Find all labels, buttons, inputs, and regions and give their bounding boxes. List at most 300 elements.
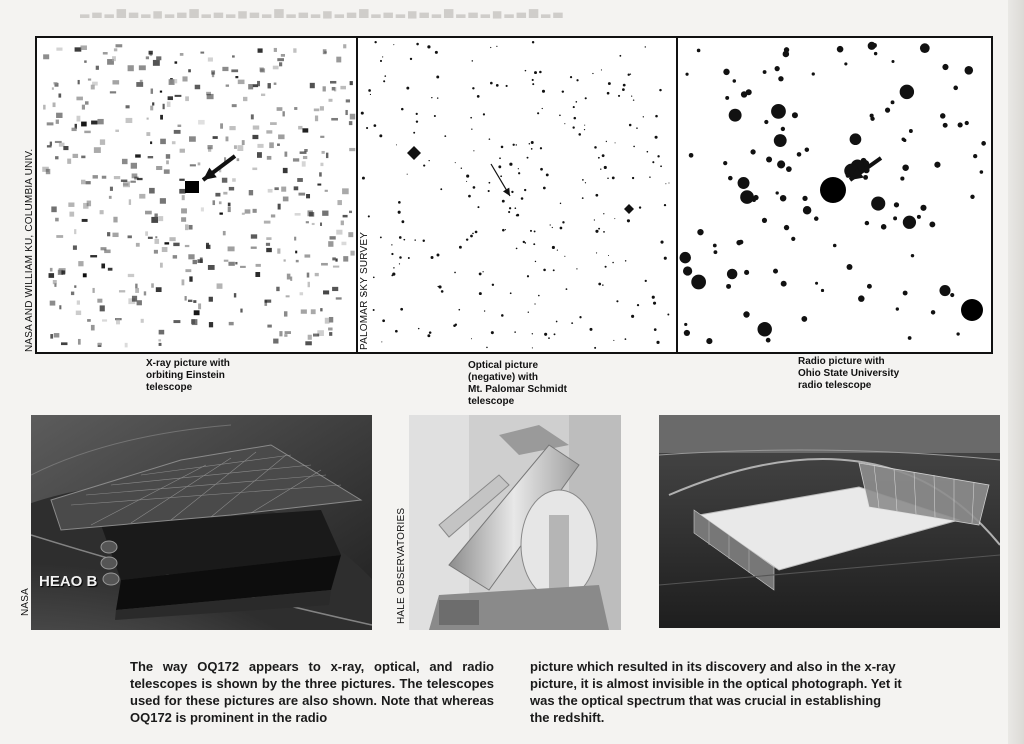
xray-source (197, 259, 202, 263)
xray-source (101, 263, 105, 268)
radio-source (920, 43, 930, 53)
xray-source (314, 109, 319, 112)
xray-source (86, 181, 91, 184)
caption-xray (146, 358, 230, 394)
xray-source (173, 255, 177, 258)
optical-star (515, 207, 517, 209)
optical-star (511, 191, 513, 193)
xray-source (266, 243, 270, 246)
xray-source (341, 221, 344, 226)
optical-star (647, 151, 649, 153)
radio-source (981, 141, 986, 146)
xray-source (330, 236, 336, 239)
optical-star (631, 315, 634, 318)
optical-star (562, 90, 564, 92)
xray-source (53, 82, 57, 84)
optical-star (416, 43, 419, 46)
optical-star (540, 168, 543, 171)
xray-source (281, 187, 286, 192)
optical-star (618, 95, 620, 97)
optical-star (550, 224, 551, 225)
radio-source (900, 177, 904, 181)
optical-star (509, 163, 512, 166)
optical-star (379, 134, 382, 137)
optical-star (645, 280, 647, 282)
optical-star (429, 331, 432, 334)
optical-star (612, 176, 615, 179)
optical-star (598, 157, 600, 159)
xray-source (249, 190, 253, 195)
xray-source (284, 334, 287, 337)
radio-source (956, 332, 959, 335)
xray-source (114, 48, 117, 51)
optical-star (505, 229, 506, 230)
radio-source (684, 330, 690, 336)
optical-star (548, 337, 550, 339)
xray-source (107, 232, 110, 236)
xray-source (342, 188, 349, 194)
xray-source (182, 279, 185, 285)
xray-source (295, 213, 301, 216)
xray-source (317, 184, 321, 186)
xray-source (281, 54, 285, 57)
xray-source (309, 212, 314, 217)
xray-source (220, 123, 223, 128)
radio-source (728, 176, 733, 181)
xray-source (267, 156, 272, 160)
caption-optical (468, 360, 567, 408)
radio-source (726, 284, 731, 289)
body-text-right: picture which resulted in its discovery and also in the x-ray picture, it is almost invisible in the optical photograph. Yet it was the optical spectrum that was crucial in establishing the redshift. (530, 659, 902, 725)
xray-source (257, 152, 262, 158)
xray-source (284, 311, 287, 316)
optical-star (427, 45, 430, 48)
xray-source (278, 134, 284, 139)
xray-source (294, 186, 299, 190)
optical-star (455, 162, 456, 163)
xray-source (168, 96, 173, 100)
optical-star (625, 338, 627, 340)
xray-source (47, 122, 54, 125)
xray-source (137, 300, 142, 305)
optical-star (532, 347, 533, 348)
optical-star (514, 331, 516, 333)
xray-source (160, 139, 166, 144)
optical-star (459, 246, 462, 249)
radio-source (733, 79, 736, 82)
optical-star (544, 333, 547, 336)
xray-source (238, 80, 245, 84)
xray-source (251, 114, 254, 119)
xray-source (323, 86, 326, 91)
xray-source (139, 65, 146, 70)
xray-source (154, 213, 157, 219)
radio-source (903, 291, 908, 296)
optical-star (539, 71, 542, 74)
xray-source (293, 48, 296, 52)
xray-source (189, 276, 192, 281)
optical-star (625, 260, 626, 261)
optical-star (534, 230, 536, 232)
page-edge (1008, 0, 1024, 744)
xray-source (119, 290, 125, 292)
xray-source (323, 290, 329, 294)
optical-star (527, 275, 529, 277)
xray-source (208, 265, 215, 270)
optical-star (654, 328, 657, 331)
radio-source (973, 154, 977, 158)
xray-source (151, 283, 154, 287)
xray-source (285, 331, 291, 334)
optical-star (582, 197, 584, 199)
caption-optical-text: Optical picture (negative) with Mt. Palomar Schmidt telescope (468, 360, 567, 407)
xray-source (343, 215, 348, 218)
xray-source (343, 44, 346, 48)
radio-source (763, 70, 767, 74)
optical-star (427, 334, 430, 337)
xray-source (336, 297, 342, 299)
optical-star (370, 94, 371, 95)
xray-source (116, 44, 123, 47)
optical-star (441, 290, 444, 293)
optical-star (362, 177, 365, 180)
optical-star (472, 233, 474, 235)
xray-source (252, 135, 258, 139)
xray-source (135, 154, 141, 157)
optical-star (542, 108, 543, 109)
xray-source (91, 325, 95, 331)
optical-star (598, 283, 601, 286)
xray-source (332, 287, 338, 291)
optical-star (479, 273, 482, 276)
radio-source (706, 338, 712, 344)
radio-source (691, 275, 706, 290)
caption-radio (798, 356, 899, 392)
xray-source (223, 192, 227, 195)
optical-star (633, 146, 635, 148)
optical-star (458, 309, 460, 311)
optical-star (472, 87, 474, 89)
xray-source (182, 195, 185, 200)
xray-source (179, 189, 185, 194)
optical-star (660, 165, 662, 167)
radio-source (850, 133, 862, 145)
caption-radio-text: Radio picture with Ohio State University radio telescope (798, 356, 900, 391)
xray-source (294, 107, 297, 110)
xray-source (173, 320, 180, 323)
radio-source (713, 244, 717, 248)
optical-star (552, 227, 553, 228)
optical-star (401, 108, 404, 111)
optical-star (659, 89, 661, 91)
xray-source (277, 107, 283, 111)
radio-source (723, 161, 727, 165)
radio-source (776, 191, 779, 194)
xray-source (322, 151, 325, 154)
xray-source (303, 156, 307, 159)
xray-source (308, 335, 312, 340)
radio-telescope-illustration (659, 415, 1000, 628)
xray-source (75, 47, 82, 51)
xray-source (80, 45, 86, 50)
optical-star (543, 187, 546, 190)
optical-star (475, 231, 478, 234)
optical-star (472, 60, 474, 62)
xray-source (284, 152, 287, 157)
xray-source (146, 56, 149, 59)
optical-star (665, 183, 666, 184)
xray-source (47, 145, 52, 147)
optical-star (396, 144, 397, 145)
oq172-radio-source (820, 177, 846, 203)
xray-source (173, 243, 179, 246)
optical-star (518, 168, 519, 169)
xray-source (135, 284, 137, 289)
xray-source (113, 217, 117, 223)
xray-source (320, 308, 322, 311)
optical-star (482, 271, 483, 272)
optical-star (531, 141, 534, 144)
xray-source (84, 60, 86, 62)
optical-star (380, 237, 382, 239)
heao-illustration (31, 415, 372, 630)
xray-source (116, 319, 120, 325)
optical-star (655, 115, 658, 118)
body-text-left: The way OQ172 appears to x-ray, optical, and radio telescopes is shown by the three pictures. The telescopes used for these pictures are also shown. Note that whereas OQ172 is prominent in the radio (130, 659, 494, 725)
xray-source (334, 87, 336, 91)
xray-source (336, 57, 341, 63)
optical-star (537, 112, 539, 114)
optical-star (501, 146, 504, 149)
optical-star (374, 124, 377, 127)
radio-source (786, 166, 792, 172)
radio-source (685, 73, 688, 76)
xray-source (282, 111, 284, 116)
xray-source (266, 237, 271, 240)
xray-source (73, 154, 79, 158)
radio-source (815, 282, 818, 285)
radio-source (801, 316, 807, 322)
xray-source (100, 139, 105, 145)
optical-star (535, 261, 536, 262)
optical-star (564, 256, 565, 257)
xray-source (93, 175, 98, 178)
optical-star (607, 92, 610, 95)
optical-star (384, 75, 386, 77)
optical-star (576, 268, 577, 269)
optical-star (466, 238, 468, 240)
optical-star (532, 333, 533, 334)
optical-star (573, 126, 575, 128)
radio-source (774, 134, 787, 147)
optical-star (630, 73, 631, 74)
optical-star (414, 239, 415, 240)
optical-star (556, 321, 558, 323)
xray-source (145, 211, 152, 215)
xray-source (160, 263, 163, 268)
radio-source (970, 195, 974, 199)
optical-star (380, 60, 382, 62)
radio-source (911, 254, 914, 257)
xray-source (232, 178, 236, 182)
xray-source (135, 288, 139, 293)
xray-source (56, 113, 62, 118)
xray-source (129, 199, 131, 205)
xray-source (103, 52, 108, 55)
optical-star (604, 166, 607, 169)
xray-source (229, 322, 234, 325)
xray-source (266, 248, 272, 252)
xray-source (87, 319, 91, 322)
optical-star (361, 112, 364, 115)
optical-star (528, 312, 529, 313)
xray-source (76, 311, 81, 315)
optical-star (531, 148, 533, 150)
xray-source (180, 53, 184, 56)
radio-source (683, 266, 692, 275)
optical-star (664, 257, 667, 260)
xray-source (229, 187, 234, 191)
optical-star (560, 203, 561, 204)
radio-source (803, 206, 812, 215)
xray-source (329, 317, 333, 323)
xray-source (185, 296, 187, 301)
optical-star (418, 328, 419, 329)
xray-source (269, 142, 274, 148)
xray-source (78, 80, 80, 84)
xray-source (321, 263, 328, 266)
xray-source (130, 181, 135, 183)
optical-star (516, 214, 518, 216)
optical-star (576, 79, 578, 81)
optical-star (585, 182, 586, 183)
radio-source (908, 336, 912, 340)
optical-star (653, 302, 656, 305)
xray-source (193, 300, 196, 303)
optical-star (615, 142, 616, 143)
optical-star (403, 239, 405, 241)
xray-source (76, 97, 83, 101)
xray-source (336, 230, 342, 235)
optical-star (399, 236, 402, 239)
xray-source (320, 223, 322, 226)
optical-star (607, 177, 609, 179)
xray-source (200, 52, 204, 54)
xray-source (67, 159, 71, 164)
xray-source (55, 218, 59, 222)
xray-source (188, 69, 191, 72)
xray-source (160, 198, 166, 204)
optical-star (564, 123, 565, 124)
radio-sky-svg (678, 38, 991, 352)
optical-star (502, 229, 505, 232)
optical-star (488, 190, 490, 192)
xray-source (256, 264, 261, 267)
radio-source (871, 196, 885, 210)
xray-source (169, 79, 175, 85)
xray-source (198, 120, 205, 125)
optical-star (500, 175, 502, 177)
xray-source (315, 116, 318, 122)
radio-source (757, 322, 771, 336)
radio-source (846, 173, 851, 178)
optical-star (383, 80, 385, 82)
xray-source (112, 233, 118, 237)
xray-source (271, 214, 275, 217)
xray-source (251, 234, 257, 238)
xray-source (261, 94, 265, 96)
xray-source (180, 149, 185, 153)
xray-source (92, 288, 94, 293)
xray-source (110, 91, 116, 93)
xray-source (243, 97, 247, 101)
xray-source (329, 99, 333, 102)
radio-source (893, 216, 897, 220)
xray-source (96, 66, 99, 70)
xray-source (81, 180, 85, 185)
xray-source (61, 270, 65, 274)
optical-star (436, 76, 439, 79)
xray-source (310, 83, 315, 88)
optical-star (592, 73, 593, 74)
optical-star (584, 129, 585, 130)
radio-source (909, 129, 913, 133)
optical-star (596, 252, 597, 253)
radio-source (943, 123, 948, 128)
optical-star (562, 221, 564, 223)
xray-source (160, 115, 163, 120)
xray-source (341, 242, 346, 246)
xray-source (331, 118, 338, 121)
xray-source (82, 219, 88, 222)
optical-star (366, 127, 368, 129)
xray-source (46, 169, 50, 174)
optical-star (454, 272, 456, 274)
xray-source (154, 250, 158, 254)
xray-source (148, 156, 153, 158)
optical-star (437, 97, 438, 98)
optical-star (656, 341, 659, 344)
heao-label: HEAO B (39, 573, 98, 590)
xray-source (349, 121, 352, 125)
optical-star (434, 115, 436, 117)
optical-star (488, 182, 490, 184)
radio-source (762, 218, 767, 223)
xray-source (115, 130, 119, 132)
xray-source (304, 149, 307, 152)
xray-source (302, 128, 308, 132)
xray-source (188, 254, 194, 259)
xray-source (279, 62, 282, 66)
optical-star (598, 228, 600, 230)
xray-source (242, 213, 245, 215)
optical-star (585, 97, 587, 99)
optical-star (468, 195, 471, 198)
radio-source (764, 120, 768, 124)
xray-source (307, 273, 310, 278)
xray-source (112, 80, 119, 84)
optical-star (534, 303, 535, 304)
optical-star (594, 219, 595, 220)
xray-source (193, 260, 197, 264)
xray-source (82, 105, 85, 110)
optical-star (602, 284, 603, 285)
xray-source (185, 224, 188, 230)
xray-source (190, 164, 196, 166)
xray-source (223, 231, 226, 235)
xray-source (78, 339, 81, 345)
xray-source (226, 84, 229, 86)
